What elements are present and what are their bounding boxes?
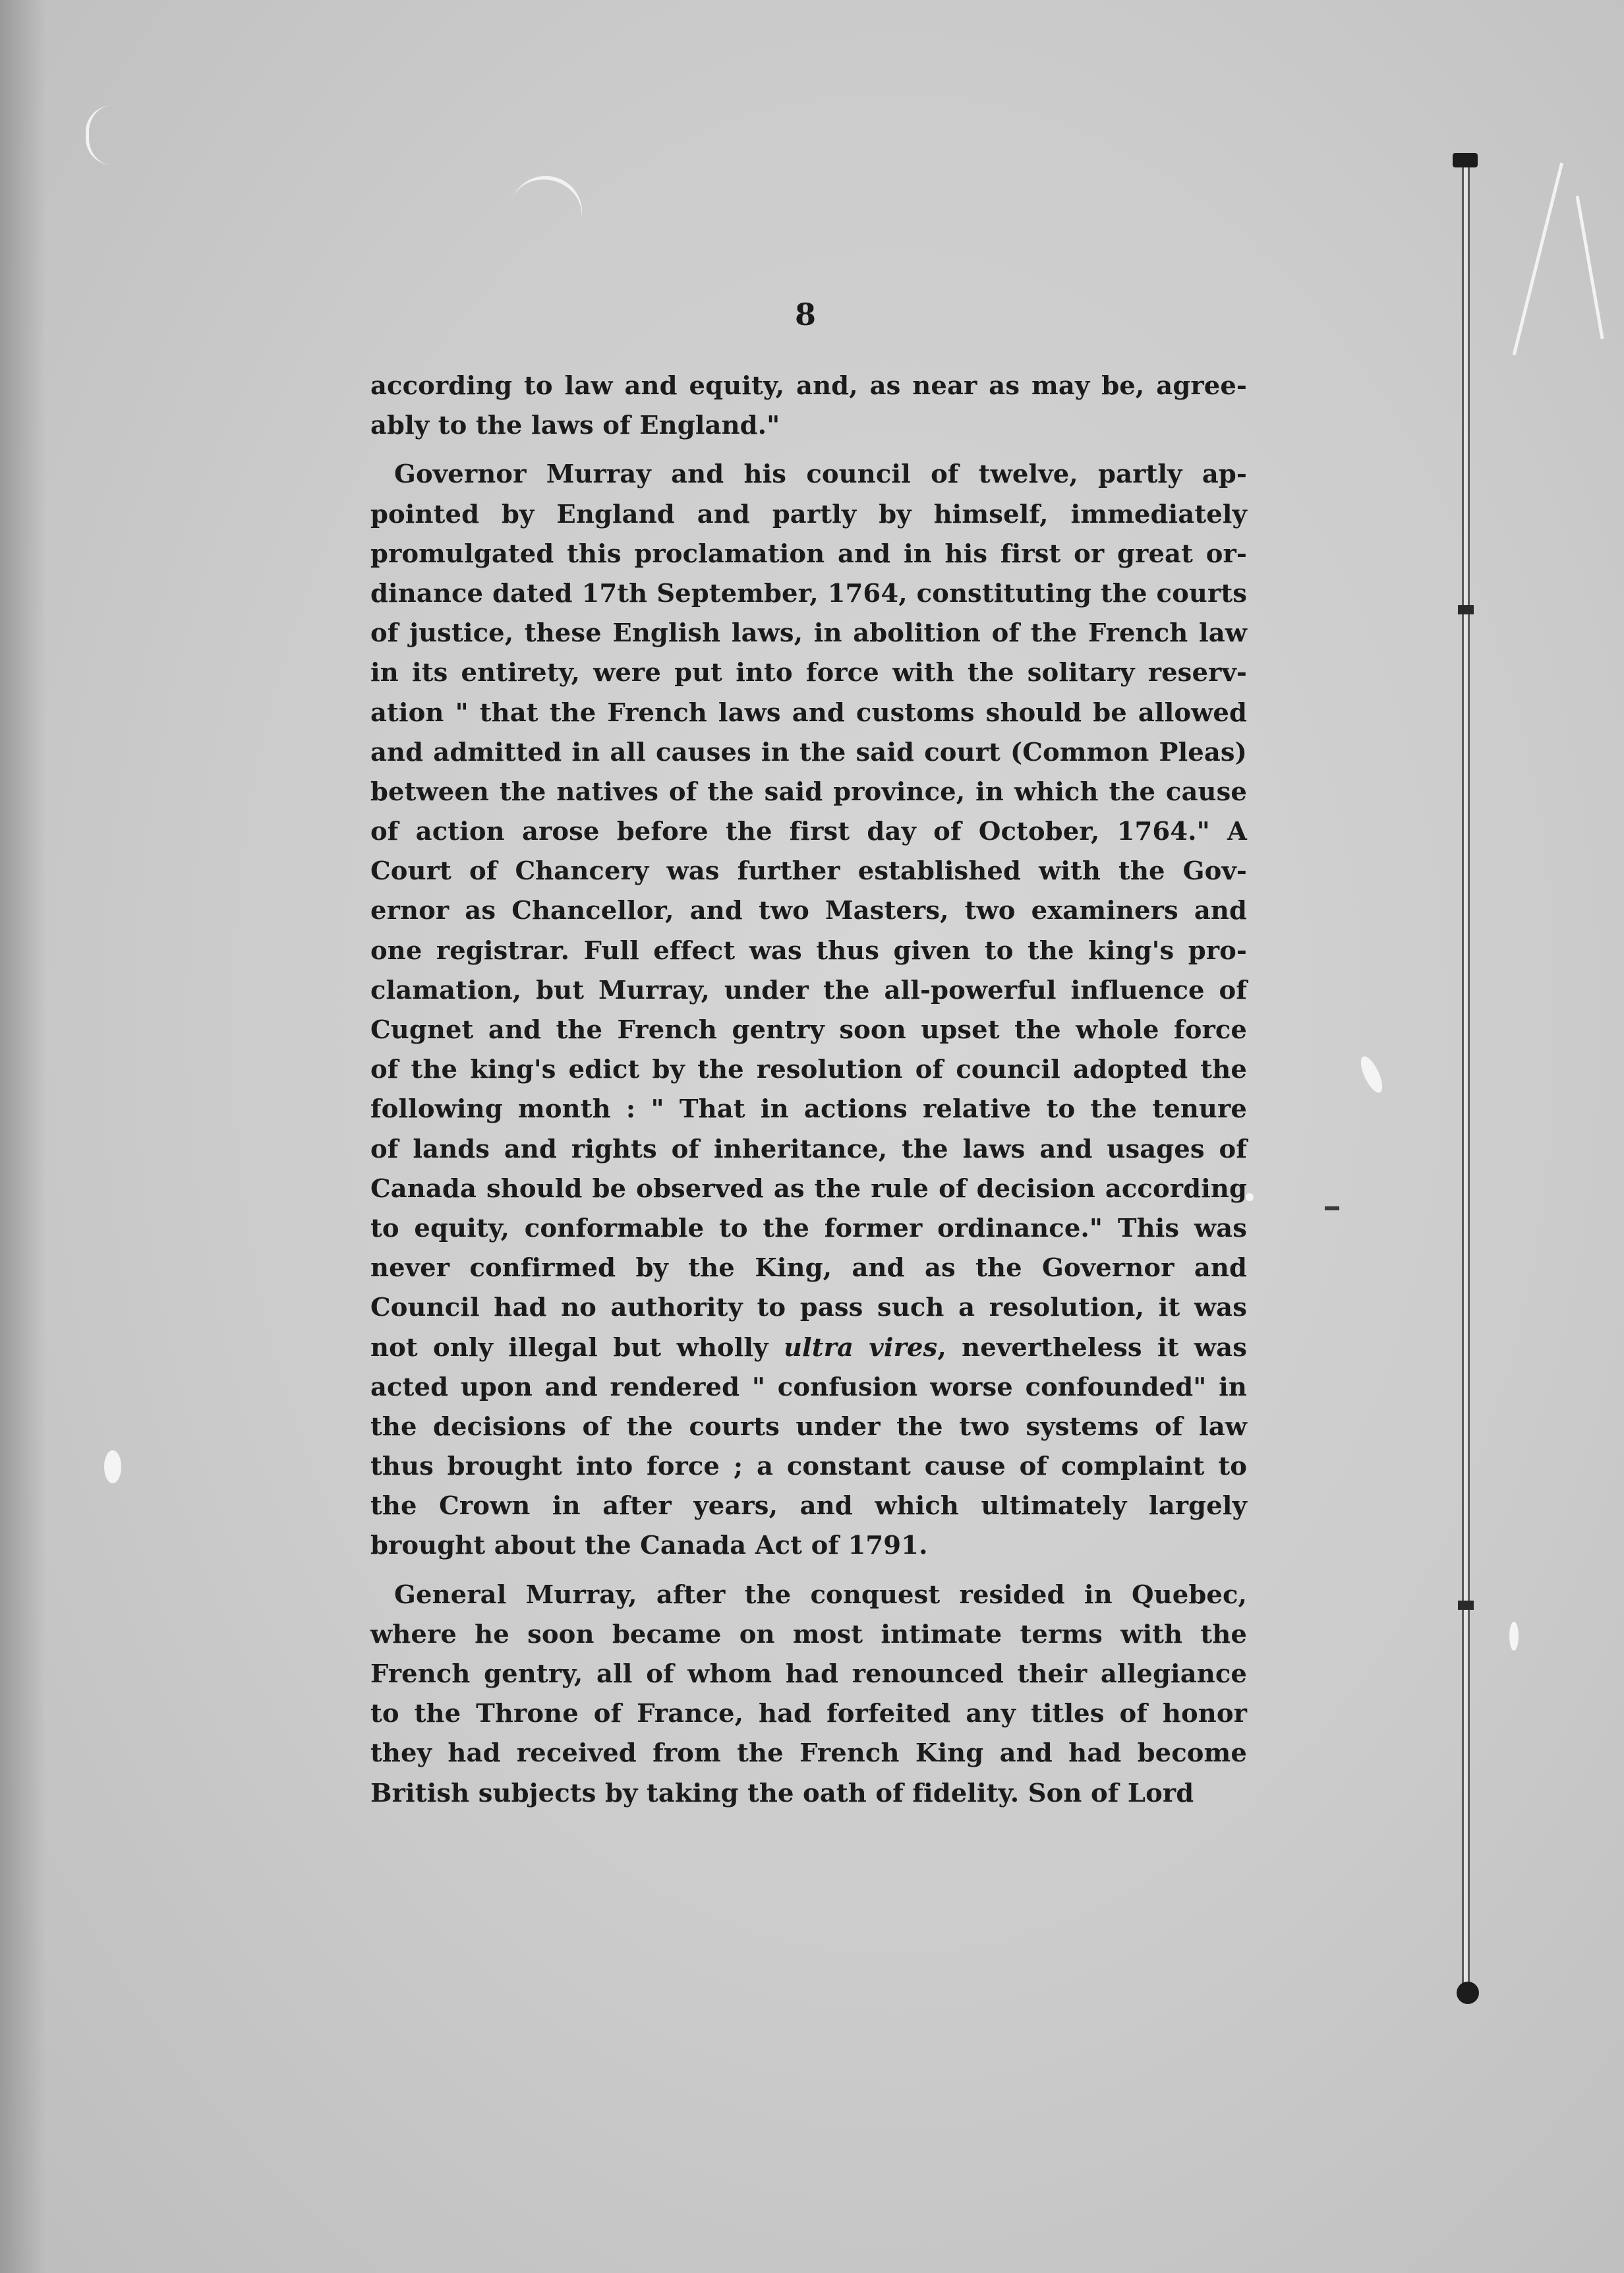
text-line: Canada should be observed as the rule of decision according (370, 1173, 1247, 1204)
page-number: 8 (794, 297, 816, 332)
paragraph (370, 367, 1247, 446)
text-line: promulgated this proclamation and in his first or great or- (370, 539, 1247, 569)
text-line: where he soon became on most intimate terms with the (370, 1619, 1247, 1649)
text-line: to the Throne of France, had forfeited any titles of honor (370, 1699, 1247, 1729)
vertical-rule (1462, 156, 1470, 1995)
text-line: of lands and rights of inheritance, the laws and usages of (370, 1134, 1247, 1164)
text-line: ation " that the French laws and customs should be allowed (370, 697, 1247, 728)
text-line: never confirmed by the King, and as the Governor and (370, 1253, 1247, 1284)
text-line: and admitted in all causes in the said court (Common Pleas) (370, 737, 1247, 767)
text-line: of the king's edict by the resolution of council adopted the (370, 1055, 1247, 1085)
text-line: according to law and equity, and, as near as may be, agree- (370, 371, 1247, 401)
text-line: in its entirety, were put into force with the solitary reserv- (370, 658, 1247, 688)
text-line: brought about the Canada Act of 1791. (370, 1531, 928, 1561)
film-dust-spot (1356, 1053, 1386, 1096)
text-line: Governor Murray and his council of twelve, partly ap- (394, 459, 1247, 490)
text-line: British subjects by taking the oath of fidelity. Son of Lord (370, 1778, 1194, 1808)
film-scratch (86, 105, 115, 165)
binding-shadow (0, 0, 46, 2273)
film-dust-spot (1509, 1622, 1519, 1651)
text-line: pointed by England and partly by himself, immediately (370, 499, 1247, 529)
margin-tick (1325, 1206, 1339, 1210)
text-line: dinance dated 17th September, 1764, constituting the courts (370, 578, 1247, 608)
text-line: Council had no authority to pass such a resolution, it was (370, 1293, 1247, 1323)
text-line: of justice, these English laws, in abolition of the French law (370, 618, 1247, 649)
text-line: not only illegal but wholly ultra vires, nevertheless it was (370, 1332, 1247, 1363)
film-scratch (509, 167, 591, 231)
text-line: French gentry, all of whom had renounced their allegiance (370, 1659, 1247, 1689)
text-line: the Crown in after years, and which ultimately largely (370, 1491, 1247, 1521)
text-line: thus brought into force ; a constant cause of complaint to (370, 1452, 1247, 1482)
text-line: one registrar. Full effect was thus given to the king's pro- (370, 935, 1247, 966)
text-line: General Murray, after the conquest resided in Quebec, (394, 1579, 1247, 1610)
film-dust-spot (104, 1450, 121, 1483)
rule-bottom-cap (1457, 1982, 1479, 2004)
text-line: Cugnet and the French gentry soon upset the whole force (370, 1015, 1247, 1045)
rule-top-cap (1453, 153, 1478, 167)
text-line: between the natives of the said province, in which the cause (370, 777, 1247, 807)
text-line: to equity, conformable to the former ordinance." This was (370, 1213, 1247, 1243)
text-line: acted upon and rendered " confusion worse confounded" in (370, 1372, 1247, 1402)
paragraph (370, 1576, 1247, 1814)
rule-mark (1458, 605, 1474, 614)
rule-mark (1458, 1601, 1474, 1610)
body-text (370, 367, 1247, 1814)
text-line: the decisions of the courts under the two systems of law (370, 1411, 1247, 1442)
text-line: ably to the laws of England." (370, 411, 780, 441)
text-line: ernor as Chancellor, and two Masters, two examiners and (370, 896, 1247, 926)
text-line: following month : " That in actions relative to the tenure (370, 1094, 1247, 1125)
text-line: clamation, but Murray, under the all-powerful influence of (370, 975, 1247, 1005)
text-line: Court of Chancery was further established with the Gov- (370, 856, 1247, 887)
text-line: of action arose before the first day of October, 1764." A (370, 817, 1247, 847)
paragraph (370, 455, 1247, 1566)
text-line: they had received from the French King and had become (370, 1738, 1247, 1769)
